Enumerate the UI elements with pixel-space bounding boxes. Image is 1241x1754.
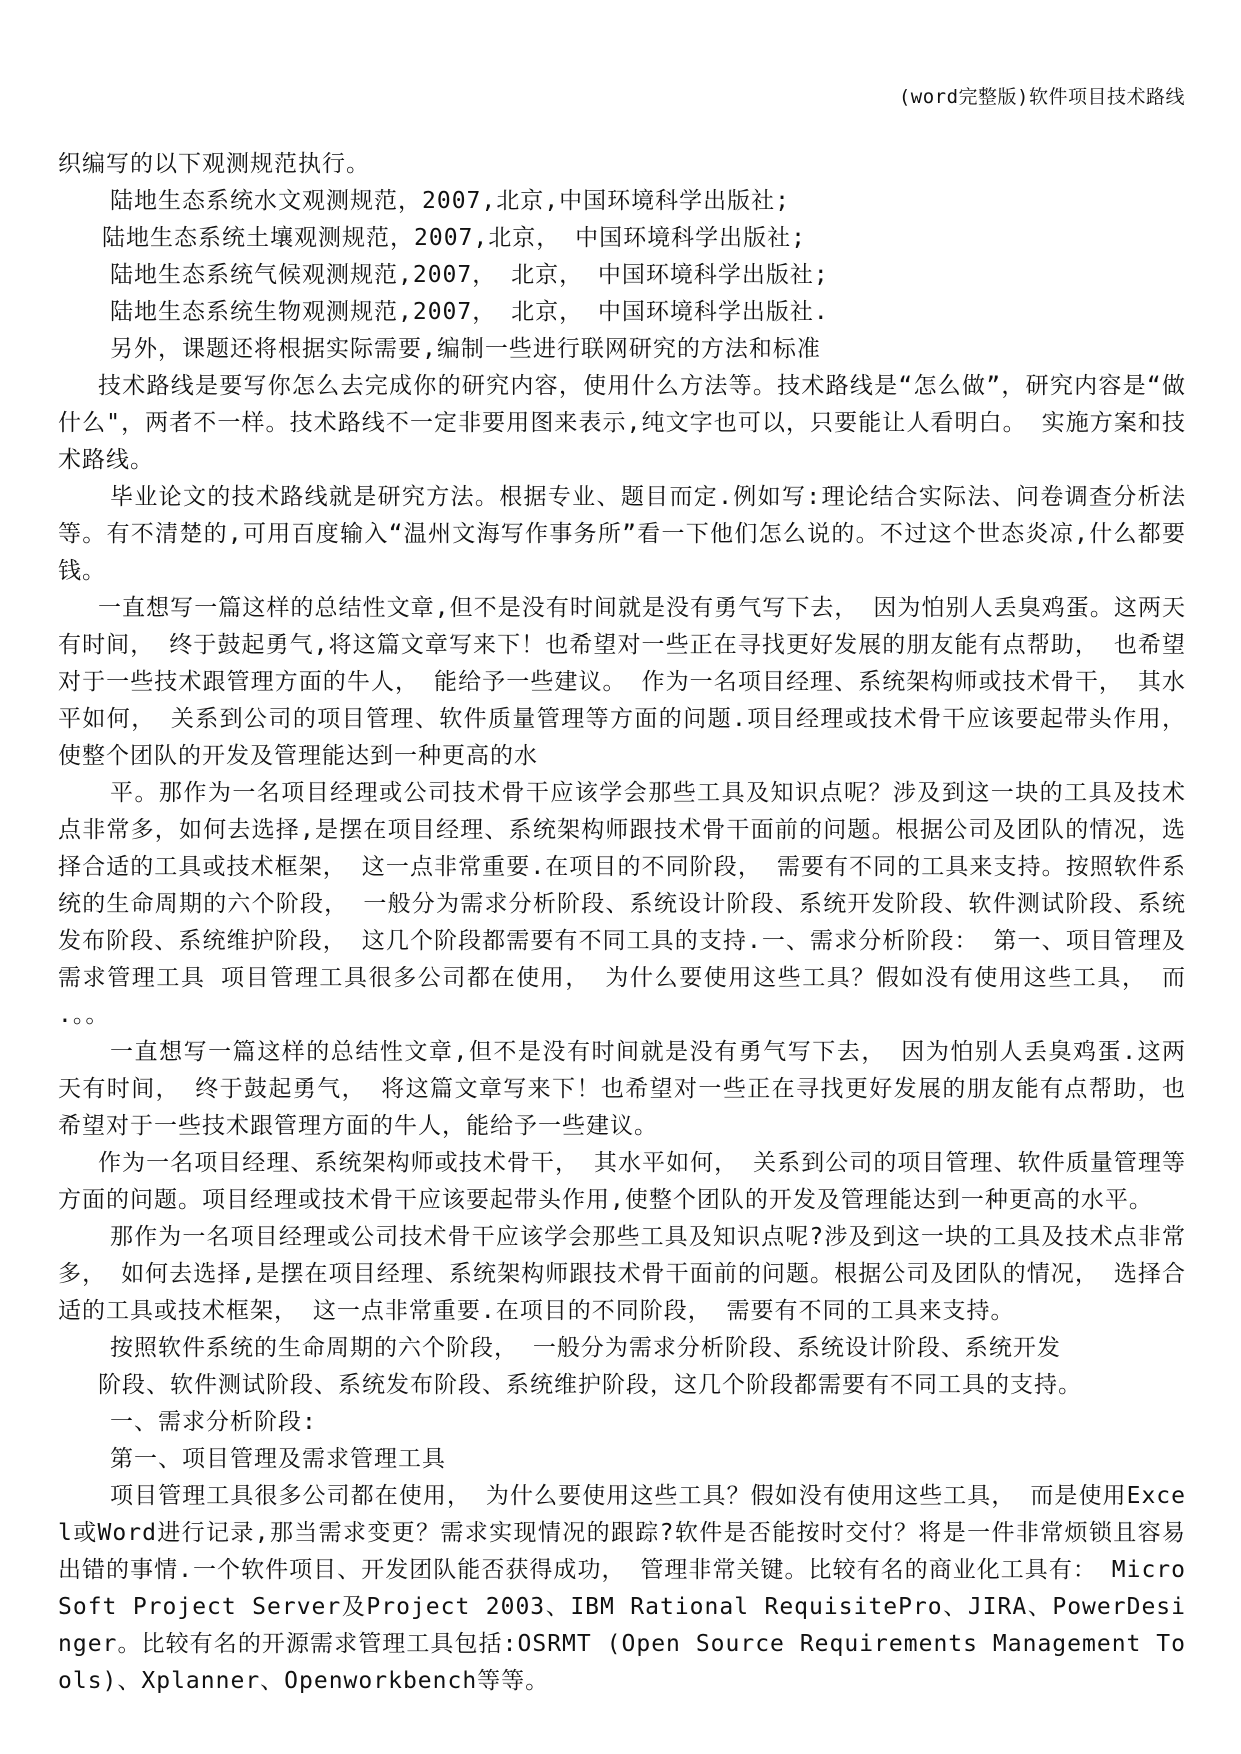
paragraph: 织编写的以下观测规范执行。 <box>58 151 370 177</box>
paragraph: 技术路线是要写你怎么去完成你的研究内容，使用什么方法等。技术路线是“怎么做”，研究内容是“做什么"，两者不一样。技术路线不一定非要用图来表示,纯文字也可以，只要能让人看明白。 实施方案和技术路线。 <box>58 373 1186 473</box>
paragraph: 阶段、软件测试阶段、系统发布阶段、系统维护阶段，这几个阶段都需要有不同工具的支持。 <box>98 1372 1082 1398</box>
reference-entry: 陆地生态系统土壤观测规范，2007,北京， 中国环境科学出版社; <box>102 225 806 251</box>
document-body <box>58 146 1186 1700</box>
paragraph: 另外，课题还将根据实际需要,编制一些进行联网研究的方法和标准 <box>110 336 821 362</box>
section-heading: 一、需求分析阶段: <box>110 1409 317 1435</box>
paragraph: 按照软件系统的生命周期的六个阶段， 一般分为需求分析阶段、系统设计阶段、系统开发 <box>110 1335 1061 1361</box>
paragraph: 毕业论文的技术路线就是研究方法。根据专业、题目而定.例如写:理论结合实际法、问卷调查分析法等。有不清楚的,可用百度输入“温州文海写作事务所”看一下他们怎么说的。不过这个世态炎凉,什么都要钱。 <box>58 484 1186 584</box>
paragraph: 作为一名项目经理、系统架构师或技术骨干， 其水平如何， 关系到公司的项目管理、软件质量管理等方面的问题。项目经理或技术骨干应该要起带头作用,使整个团队的开发及管理能达到一种更高的水平。 <box>58 1150 1186 1213</box>
paragraph: 平。那作为一名项目经理或公司技术骨干应该学会那些工具及知识点呢？涉及到这一块的工具及技术点非常多，如何去选择,是摆在项目经理、系统架构师跟技术骨干面前的问题。根据公司及团队的情况，选择合适的工具或技术框架， 这一点非常重要.在项目的不同阶段， 需要有不同的工具来支持。按照软件系统的生命周期的六个阶段， 一般分为需求分析阶段、系统设计阶段、系统开发阶段、软件测试阶段、系统发布阶段、系统维护阶段， 这几个阶段都需要有不同工具的支持.一、需求分析阶段： 第一、项目管理及需求管理工具 项目管理工具很多公司都在使用， 为什么要使用这些工具？假如没有使用这些工具， 而 .。。 <box>58 780 1186 1028</box>
paragraph: 项目管理工具很多公司都在使用， 为什么要使用这些工具？假如没有使用这些工具， 而是使用Excel或Word进行记录,那当需求变更？需求实现情况的跟踪?软件是否能按时交付？将是一件非常烦锁且容易出错的事情.一个软件项目、开发团队能否获得成功， 管理非常关键。比较有名的商业化工具有： MicroSoft Project Server及Project 2003、IBM Rational RequisitePro、JIRA、PowerDesinger。比较有名的开源需求管理工具包括:OSRMT (Open Source Requirements Management Tools)、Xplanner、Openworkbench等等。 <box>58 1483 1186 1694</box>
reference-entry: 陆地生态系统生物观测规范,2007， 北京， 中国环境科学出版社. <box>110 299 829 325</box>
section-heading: 第一、项目管理及需求管理工具 <box>110 1446 446 1472</box>
reference-entry: 陆地生态系统水文观测规范，2007,北京,中国环境科学出版社; <box>110 188 790 214</box>
paragraph: 一直想写一篇这样的总结性文章,但不是没有时间就是没有勇气写下去， 因为怕别人丢臭鸡蛋.这两天有时间， 终于鼓起勇气， 将这篇文章写来下！也希望对一些正在寻找更好发展的朋友能有点帮助，也希望对于一些技术跟管理方面的牛人，能给予一些建议。 <box>58 1039 1186 1139</box>
running-header: (word完整版)软件项目技术路线 <box>898 86 1185 108</box>
paragraph: 一直想写一篇这样的总结性文章,但不是没有时间就是没有勇气写下去， 因为怕别人丢臭鸡蛋。这两天有时间， 终于鼓起勇气,将这篇文章写来下！也希望对一些正在寻找更好发展的朋友能有点帮助， 也希望对于一些技术跟管理方面的牛人， 能给予一些建议。 作为一名项目经理、系统架构师或技术骨干， 其水平如何， 关系到公司的项目管理、软件质量管理等方面的问题.项目经理或技术骨干应该要起带头作用， 使整个团队的开发及管理能达到一种更高的水 <box>58 595 1186 769</box>
paragraph: 那作为一名项目经理或公司技术骨干应该学会那些工具及知识点呢?涉及到这一块的工具及技术点非常多， 如何去选择,是摆在项目经理、系统架构师跟技术骨干面前的问题。根据公司及团队的情况， 选择合适的工具或技术框架， 这一点非常重要.在项目的不同阶段， 需要有不同的工具来支持。 <box>58 1224 1186 1324</box>
reference-entry: 陆地生态系统气候观测规范,2007， 北京， 中国环境科学出版社; <box>110 262 829 288</box>
